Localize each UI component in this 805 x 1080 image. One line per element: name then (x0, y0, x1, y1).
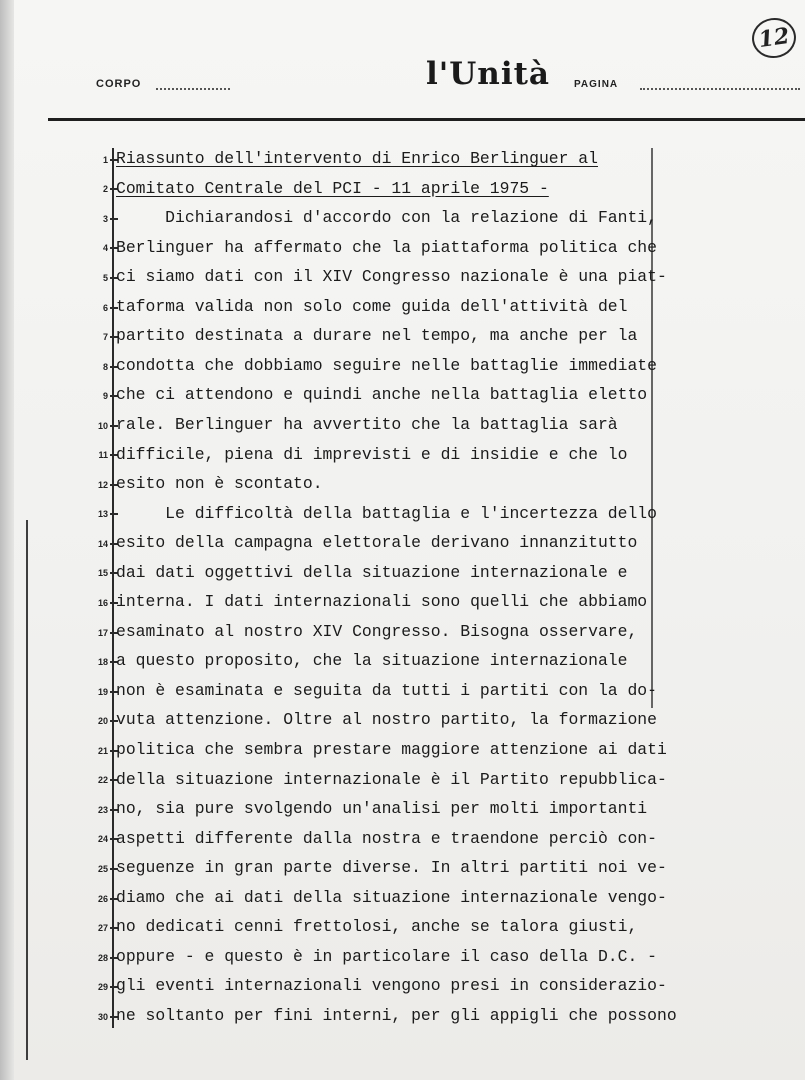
line-number-marker (86, 588, 118, 618)
typed-line: partito destinata a durare nel tempo, ma anche per la (116, 326, 638, 346)
line-number-marker (86, 825, 118, 855)
line-number-marker (86, 972, 118, 1002)
line-number-marker (86, 854, 118, 884)
line-number: 23 (97, 804, 108, 815)
typed-line: Le difficoltà della battaglia e l'incertezza dello (116, 503, 657, 523)
typed-line: interna. I dati internazionali sono quelli che abbiamo (116, 592, 648, 612)
line-number-marker (86, 706, 118, 736)
typed-line: esito non è scontato. (116, 474, 323, 494)
typed-line: ci siamo dati con il XIV Congresso nazionale è una piat- (116, 267, 667, 287)
masthead-title: l'Unità (426, 56, 551, 92)
typed-line: no dedicati cenni frettolosi, anche se talora giusti, (116, 917, 638, 937)
line-number-marker (86, 352, 118, 382)
line-number: 24 (97, 834, 108, 845)
typed-line: ne soltanto per fini interni, per gli appigli che possono (116, 1005, 677, 1025)
line-number-marker (86, 766, 118, 796)
typed-line: esito della campagna elettorale derivano innanzitutto (116, 533, 638, 553)
line-number: 3 (102, 213, 108, 224)
line-number-marker (86, 647, 118, 677)
line-number: 7 (102, 332, 108, 343)
line-number: 16 (97, 598, 108, 608)
line-number-marker (86, 559, 118, 589)
line-number-marker (86, 795, 118, 825)
typed-line: Dichiarandosi d'accordo con la relazione di Fanti, (116, 208, 657, 228)
line-number: 30 (97, 1011, 108, 1022)
line-number-marker (86, 677, 118, 707)
typed-line: a questo proposito, che la situazione internazionale (116, 651, 628, 671)
line-number: 20 (97, 716, 108, 727)
typed-line: gli eventi internazionali vengono presi in considerazio- (116, 976, 667, 996)
typed-line: Riassunto dell'intervento di Enrico Berlinguer al (116, 149, 598, 168)
line-number: 17 (97, 627, 108, 638)
typed-line: difficile, piena di imprevisti e di insidie e che lo (116, 444, 628, 464)
typed-line: oppure - e questo è in particolare il caso della D.C. - (116, 946, 657, 966)
typed-line: seguenze in gran parte diverse. In altri partiti noi ve- (116, 858, 667, 878)
line-number: 6 (102, 302, 108, 313)
corpo-label: CORPO (96, 78, 142, 90)
line-number-marker (86, 175, 118, 205)
line-number: 2 (102, 184, 108, 195)
line-number-marker (86, 618, 118, 648)
line-number: 11 (98, 450, 108, 461)
typed-line: rale. Berlinguer ha avvertito che la battaglia sarà (116, 414, 618, 434)
line-number: 5 (102, 272, 108, 283)
line-number-marker (86, 411, 118, 441)
line-number-marker (86, 145, 118, 175)
line-number-marker (86, 293, 118, 323)
line-number-marker (86, 884, 118, 914)
scan-edge (0, 0, 14, 1080)
line-number-marker (86, 1002, 118, 1032)
line-number: 1 (102, 154, 108, 165)
typed-line: della situazione internazionale è il Partito repubblica- (116, 769, 667, 789)
line-number: 28 (97, 952, 108, 963)
typed-line: Comitato Centrale del PCI - 11 aprile 1975 - (116, 178, 549, 198)
typed-line: diamo che ai dati della situazione internazionale vengo- (116, 887, 667, 907)
line-number: 12 (97, 479, 108, 490)
typed-line: vuta attenzione. Oltre al nostro partito, la formazione (116, 710, 657, 730)
scan-fold-line (26, 520, 28, 1060)
line-number-marker (86, 529, 118, 559)
typed-line: dai dati oggettivi della situazione internazionale e (116, 562, 628, 582)
line-number-marker (86, 913, 118, 943)
line-number-marker (86, 381, 118, 411)
line-number: 27 (97, 923, 108, 934)
line-number-marker (86, 500, 118, 530)
line-number-marker (86, 736, 118, 766)
circled-page-number: 12 (749, 15, 798, 61)
typed-line: politica che sembra prestare maggiore attenzione ai dati (116, 740, 667, 759)
typed-line: taforma valida non solo come guida dell'attività del (116, 296, 628, 316)
line-number-marker (86, 943, 118, 973)
line-number-marker (86, 470, 118, 500)
line-number-marker (86, 441, 118, 471)
corpo-dotted-field (156, 88, 230, 90)
typed-line: che ci attendono e quindi anche nella battaglia eletto (116, 385, 648, 405)
line-number-marker (86, 263, 118, 293)
typed-line: aspetti differente dalla nostra e traendone perciò con- (116, 828, 657, 848)
line-number: 9 (102, 391, 108, 402)
line-number: 13 (97, 509, 108, 520)
header-rule (48, 118, 805, 121)
line-number: 22 (97, 775, 108, 786)
pagina-label: PAGINA (574, 79, 619, 90)
line-number: 4 (102, 243, 108, 254)
typed-line: no, sia pure svolgendo un'analisi per molti importanti (116, 799, 648, 819)
line-number: 14 (97, 538, 108, 549)
line-number: 18 (97, 657, 108, 668)
right-margin-line (651, 148, 653, 708)
line-number: 25 (97, 863, 108, 874)
line-number-marker (86, 322, 118, 352)
typed-line: esaminato al nostro XIV Congresso. Bisogna osservare, (116, 621, 638, 641)
line-number: 21 (97, 745, 108, 756)
typed-line: Berlinguer ha affermato che la piattaforma politica che (116, 237, 657, 257)
line-number-marker (86, 234, 118, 264)
line-number-marker (86, 204, 118, 234)
typed-line: non è esaminata e seguita da tutti i partiti con la do- (116, 680, 657, 700)
line-number: 8 (102, 361, 108, 372)
line-number: 15 (97, 568, 108, 579)
typed-line: condotta che dobbiamo seguire nelle battaglie immediate (116, 355, 657, 375)
line-number: 26 (97, 893, 108, 904)
line-number: 29 (97, 982, 108, 993)
pagina-dotted-field (640, 88, 800, 90)
line-number: 10 (97, 420, 108, 431)
line-number: 19 (97, 686, 108, 697)
